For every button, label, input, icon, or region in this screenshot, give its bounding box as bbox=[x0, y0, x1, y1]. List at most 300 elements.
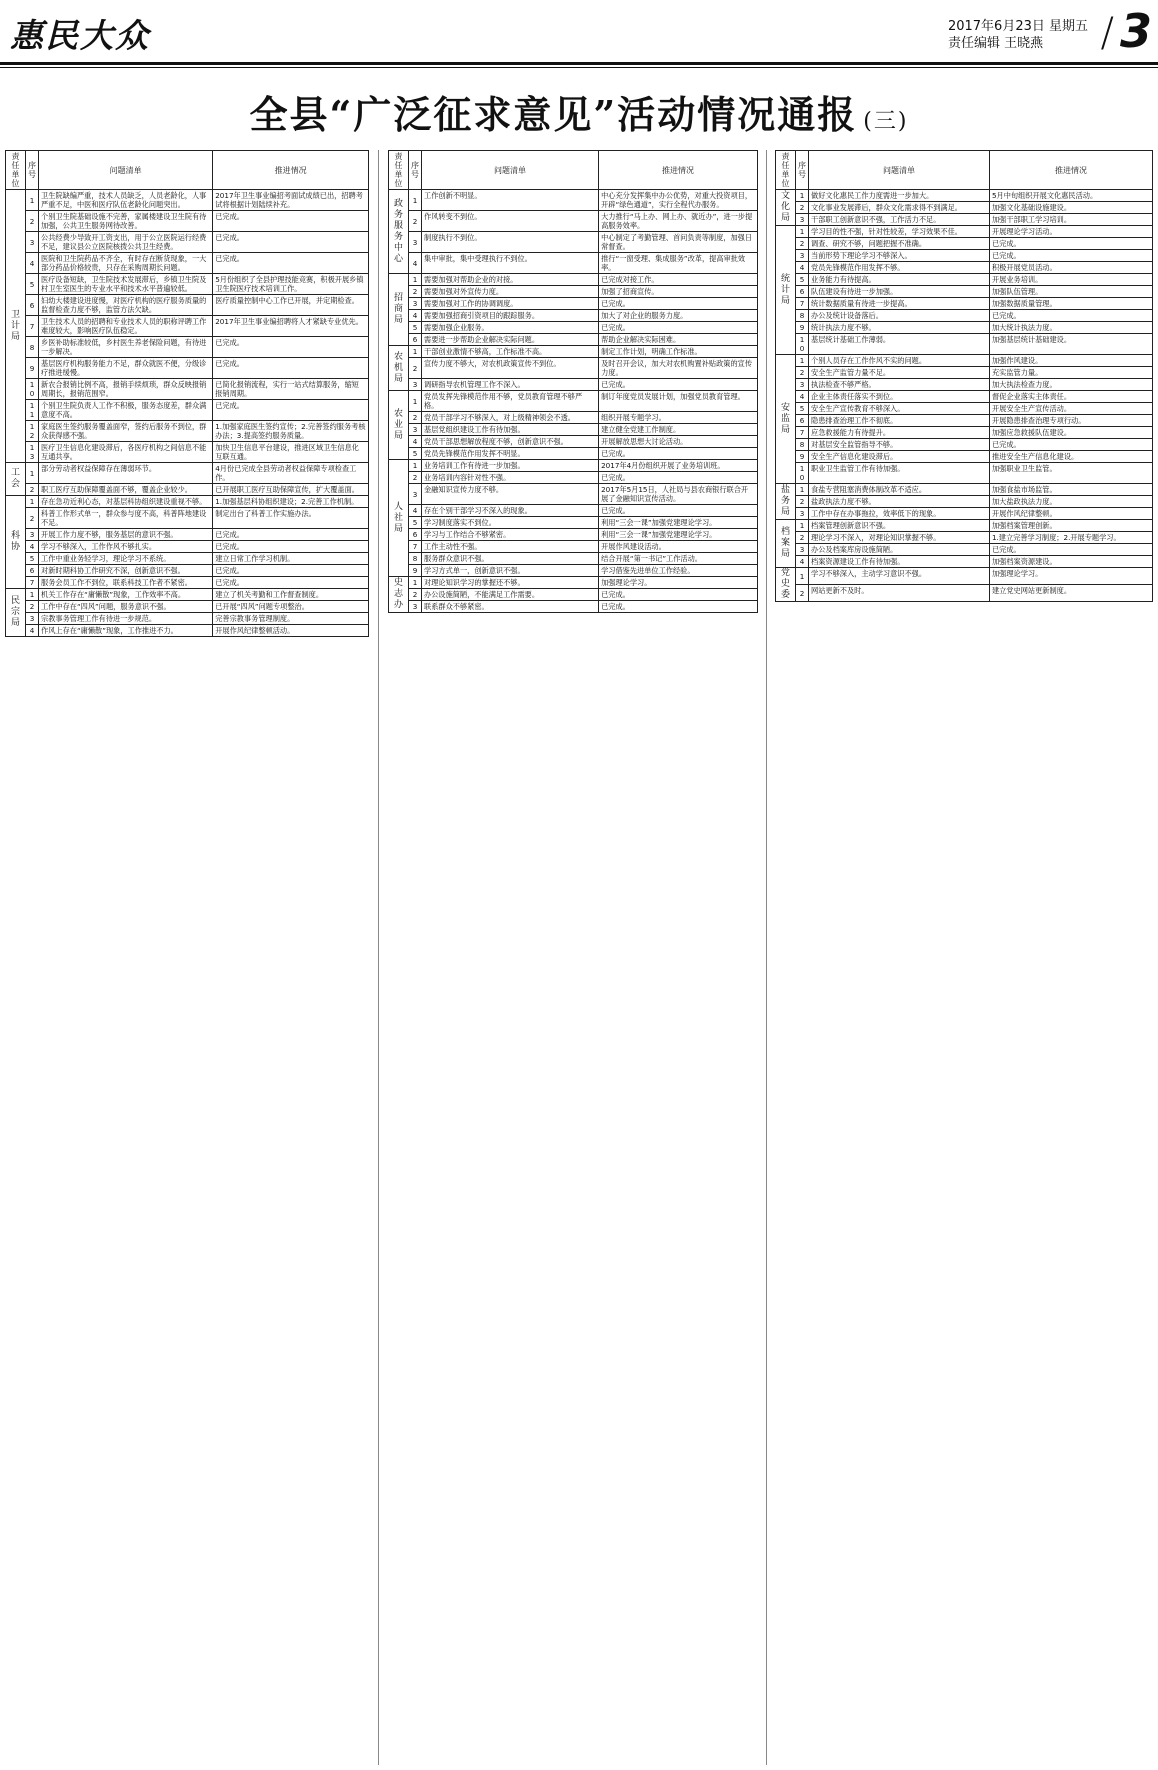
action-cell: 学习借鉴先进单位工作经验。 bbox=[599, 565, 758, 577]
row-number: 3 bbox=[409, 379, 422, 391]
issue-cell: 医疗设备短缺，卫生院技术发展滞后，乡镇卫生院及村卫生室医生的专业水平和技术水平普遍较低。 bbox=[39, 274, 213, 295]
row-number: 3 bbox=[796, 250, 809, 262]
action-cell: 加大执法检查力度。 bbox=[989, 379, 1152, 391]
action-cell: 加快卫生信息平台建设，推进区域卫生信息化互联互通。 bbox=[213, 442, 369, 463]
action-cell: 完善宗教事务管理制度。 bbox=[213, 613, 369, 625]
action-cell: 加强档案资源建设。 bbox=[989, 556, 1152, 568]
issue-cell: 卫生院缺编严重，技术人员缺乏，人员老龄化，人事严重不足，中医和医疗队伍老龄化问题突出。 bbox=[39, 190, 213, 211]
action-cell: 已完成。 bbox=[599, 505, 758, 517]
row-number: 2 bbox=[409, 412, 422, 424]
row-number: 4 bbox=[409, 505, 422, 517]
table-row bbox=[389, 190, 758, 211]
table-row bbox=[389, 253, 758, 274]
action-cell: 1.加强基层科协组织建设；2.完善工作机制。 bbox=[213, 496, 369, 508]
row-number: 2 bbox=[796, 496, 809, 508]
row-number: 3 bbox=[796, 214, 809, 226]
table-row bbox=[389, 601, 758, 613]
row-number: 1 bbox=[26, 589, 39, 601]
row-number: 6 bbox=[796, 286, 809, 298]
action-cell: 已完成。 bbox=[599, 589, 758, 601]
row-number: 5 bbox=[796, 274, 809, 286]
header-dept: 责任单位 bbox=[389, 151, 409, 190]
issue-cell: 部分劳动者权益保障存在薄弱环节。 bbox=[39, 463, 213, 484]
issue-cell: 开展工作力度不够，服务基层的意识不强。 bbox=[39, 529, 213, 541]
row-number: 3 bbox=[409, 601, 422, 613]
dept-cell: 文化局 bbox=[776, 190, 796, 226]
table-row bbox=[776, 520, 1153, 532]
header-num: 序号 bbox=[409, 151, 422, 190]
table-row bbox=[389, 484, 758, 505]
row-number: 1 bbox=[409, 577, 422, 589]
row-number: 1 bbox=[26, 496, 39, 508]
editor-credit: 责任编辑 王晓燕 bbox=[947, 36, 1044, 51]
table-row bbox=[6, 400, 369, 421]
row-number: 1 bbox=[796, 226, 809, 238]
table-row bbox=[389, 589, 758, 601]
dateline bbox=[948, 18, 1088, 52]
table-row bbox=[776, 391, 1153, 403]
action-cell: 已完成。 bbox=[213, 565, 369, 577]
issue-cell: 宣传力度不够大，对农机政策宣传不到位。 bbox=[422, 358, 599, 379]
row-number: 2 bbox=[796, 238, 809, 250]
action-cell: 2017年卫生事业编招考面试成绩已出，招聘考试将根据计划陆续补充。 bbox=[213, 190, 369, 211]
issue-cell: 对新时期科协工作研究不深，创新意识不强。 bbox=[39, 565, 213, 577]
row-number: 6 bbox=[409, 334, 422, 346]
table-row bbox=[6, 529, 369, 541]
action-cell: 开展理论学习活动。 bbox=[989, 226, 1152, 238]
issue-cell: 基层党组织建设工作有待加强。 bbox=[422, 424, 599, 436]
action-cell: 已完成。 bbox=[599, 472, 758, 484]
table-row bbox=[6, 463, 369, 484]
action-cell: 加大了对企业的服务力度。 bbox=[599, 310, 758, 322]
table-row bbox=[776, 568, 1153, 585]
table-row bbox=[389, 460, 758, 472]
header-action: 推进情况 bbox=[599, 151, 758, 190]
issue-cell: 办公及统计设备落后。 bbox=[809, 310, 990, 322]
issue-cell: 学习目的性不强，针对性较差，学习效果不佳。 bbox=[809, 226, 990, 238]
table-row bbox=[389, 505, 758, 517]
action-cell: 已简化报销流程，实行一站式结算服务，缩短报销周期。 bbox=[213, 379, 369, 400]
masthead-rule-thick bbox=[0, 62, 1158, 65]
action-cell: 加大统计执法力度。 bbox=[989, 322, 1152, 334]
row-number: 2 bbox=[409, 286, 422, 298]
issue-cell: 办公及档案库房设施简陋。 bbox=[809, 544, 990, 556]
row-number: 4 bbox=[409, 436, 422, 448]
action-cell: 开展隐患排查治理专项行动。 bbox=[989, 415, 1152, 427]
row-number: 1 bbox=[409, 460, 422, 472]
row-number: 3 bbox=[409, 424, 422, 436]
row-number: 8 bbox=[26, 337, 39, 358]
issue-cell: 个别卫生院基础设施不完善，家属楼建设卫生院有待加强，公共卫生服务网待改善。 bbox=[39, 211, 213, 232]
issue-cell: 联系群众不够紧密。 bbox=[422, 601, 599, 613]
dept-cell: 安监局 bbox=[776, 355, 796, 484]
action-cell: 已完成。 bbox=[989, 250, 1152, 262]
column-divider bbox=[378, 150, 379, 1765]
row-number: 10 bbox=[26, 379, 39, 400]
table-row bbox=[776, 214, 1153, 226]
table-row bbox=[6, 295, 369, 316]
row-number: 11 bbox=[26, 400, 39, 421]
issue-cell: 隐患排查治理工作不彻底。 bbox=[809, 415, 990, 427]
table-row bbox=[389, 346, 758, 358]
row-number: 6 bbox=[796, 415, 809, 427]
action-cell: 充实监管力量。 bbox=[989, 367, 1152, 379]
issue-cell: 职业卫生监管工作有待加强。 bbox=[809, 463, 990, 484]
action-cell: 结合开展“第一书记”工作活动。 bbox=[599, 553, 758, 565]
issue-cell: 需要加强对工作的协调调度。 bbox=[422, 298, 599, 310]
dept-cell: 史志办 bbox=[389, 577, 409, 613]
dept-cell: 农机局 bbox=[389, 346, 409, 391]
issue-cell: 理论学习不深入，对理论知识掌握不够。 bbox=[809, 532, 990, 544]
row-number: 4 bbox=[796, 391, 809, 403]
header-dept: 责任单位 bbox=[776, 151, 796, 190]
row-number: 5 bbox=[409, 448, 422, 460]
row-number: 4 bbox=[796, 556, 809, 568]
issue-cell: 业务能力有待提高。 bbox=[809, 274, 990, 286]
row-number: 7 bbox=[26, 316, 39, 337]
row-number: 8 bbox=[409, 553, 422, 565]
row-number: 2 bbox=[409, 358, 422, 379]
table-row bbox=[776, 250, 1153, 262]
issue-cell: 工作中存在办事拖拉，效率低下的现象。 bbox=[809, 508, 990, 520]
issue-cell: 妇幼大楼建设进度慢，对医疗机构的医疗服务质量的监督检查力度不够，监管方法欠缺。 bbox=[39, 295, 213, 316]
issue-cell: 企业主体责任落实不到位。 bbox=[809, 391, 990, 403]
header-action: 推进情况 bbox=[989, 151, 1152, 190]
issue-cell: 干部创业激情不够高，工作标准不高。 bbox=[422, 346, 599, 358]
row-number: 13 bbox=[26, 442, 39, 463]
issue-cell: 制度执行不到位。 bbox=[422, 232, 599, 253]
action-cell: 1.加强家庭医生签约宣传；2.完善签约服务考核办法；3.提高签约服务质量。 bbox=[213, 421, 369, 442]
action-cell: 制定工作计划，明确工作标准。 bbox=[599, 346, 758, 358]
table-header-row bbox=[6, 151, 369, 190]
row-number: 1 bbox=[409, 274, 422, 286]
dept-cell: 民宗局 bbox=[6, 589, 26, 637]
issue-cell: 学习不够深入，主动学习意识不强。 bbox=[809, 568, 990, 585]
row-number: 6 bbox=[409, 529, 422, 541]
action-cell: 制定出台了科普工作实施办法。 bbox=[213, 508, 369, 529]
table-row bbox=[776, 544, 1153, 556]
table-row bbox=[389, 553, 758, 565]
row-number: 3 bbox=[796, 544, 809, 556]
column-divider bbox=[766, 150, 767, 1765]
table-row bbox=[6, 421, 369, 442]
action-cell: 建立日常工作学习机制。 bbox=[213, 553, 369, 565]
header-num: 序号 bbox=[26, 151, 39, 190]
row-number: 9 bbox=[26, 358, 39, 379]
action-cell: 已完成。 bbox=[599, 379, 758, 391]
row-number: 5 bbox=[409, 517, 422, 529]
table-row bbox=[776, 508, 1153, 520]
issue-cell: 办公设施简陋，不能满足工作需要。 bbox=[422, 589, 599, 601]
action-cell: 加强了招商宣传。 bbox=[599, 286, 758, 298]
table-row bbox=[776, 496, 1153, 508]
header-action: 推进情况 bbox=[213, 151, 369, 190]
row-number: 1 bbox=[796, 355, 809, 367]
table-row bbox=[776, 262, 1153, 274]
issue-cell: 基层统计基础工作薄弱。 bbox=[809, 334, 990, 355]
issue-cell: 集中审批，集中受理执行不到位。 bbox=[422, 253, 599, 274]
action-cell: 2017年4月份组织开展了业务培训班。 bbox=[599, 460, 758, 472]
row-number: 4 bbox=[796, 262, 809, 274]
issue-cell: 干部职工创新意识不强，工作活力不足。 bbox=[809, 214, 990, 226]
table-row bbox=[776, 451, 1153, 463]
row-number: 4 bbox=[26, 541, 39, 553]
action-cell: 加强干部职工学习培训。 bbox=[989, 214, 1152, 226]
row-number: 1 bbox=[796, 568, 809, 585]
dept-cell: 工会 bbox=[6, 463, 26, 496]
action-cell: 开展安全生产宣传活动。 bbox=[989, 403, 1152, 415]
action-cell: 加强档案管理创新。 bbox=[989, 520, 1152, 532]
table-row bbox=[6, 613, 369, 625]
masthead-rule-thin bbox=[0, 67, 1158, 68]
row-number: 6 bbox=[26, 295, 39, 316]
table-row bbox=[389, 334, 758, 346]
row-number: 1 bbox=[796, 190, 809, 202]
issue-cell: 工作主动性不强。 bbox=[422, 541, 599, 553]
issue-cell: 党员先锋模范作用发挥不明显。 bbox=[422, 448, 599, 460]
row-number: 2 bbox=[409, 211, 422, 232]
row-number: 8 bbox=[796, 310, 809, 322]
table-row bbox=[6, 496, 369, 508]
dept-cell: 农业局 bbox=[389, 391, 409, 460]
table-row bbox=[6, 601, 369, 613]
table-row bbox=[389, 274, 758, 286]
action-cell: 加大盐政执法力度。 bbox=[989, 496, 1152, 508]
action-cell: 开展作风建设活动。 bbox=[599, 541, 758, 553]
table-row bbox=[6, 541, 369, 553]
action-cell: 建立了机关考勤和工作督查制度。 bbox=[213, 589, 369, 601]
issue-cell: 需要加强对帮助企业的对接。 bbox=[422, 274, 599, 286]
row-number: 2 bbox=[26, 508, 39, 529]
issue-cell: 档案管理创新意识不强。 bbox=[809, 520, 990, 532]
issue-cell: 食盐专营阻塞消费体制改革不适应。 bbox=[809, 484, 990, 496]
issue-cell: 工作中重业务轻学习，理论学习不系统。 bbox=[39, 553, 213, 565]
row-number: 4 bbox=[26, 253, 39, 274]
action-cell: 已完成。 bbox=[213, 211, 369, 232]
table-row bbox=[776, 322, 1153, 334]
issue-cell: 应急救援能力有待提升。 bbox=[809, 427, 990, 439]
action-cell: 加强基层统计基础建设。 bbox=[989, 334, 1152, 355]
table-row bbox=[389, 298, 758, 310]
action-cell: 已开展“四风”问题专项整治。 bbox=[213, 601, 369, 613]
row-number: 4 bbox=[409, 253, 422, 274]
table-row bbox=[6, 379, 369, 400]
action-cell: 建立党史网站更新制度。 bbox=[989, 585, 1152, 602]
action-cell: 已完成。 bbox=[989, 238, 1152, 250]
table-column-2 bbox=[388, 150, 758, 1765]
row-number: 3 bbox=[409, 484, 422, 505]
dept-cell: 科协 bbox=[6, 496, 26, 589]
issue-cell: 需要进一步帮助企业解决实际问题。 bbox=[422, 334, 599, 346]
table-row bbox=[389, 424, 758, 436]
table-row bbox=[776, 190, 1153, 202]
action-cell: 加强理论学习。 bbox=[989, 568, 1152, 585]
issue-cell: 网站更新不及时。 bbox=[809, 585, 990, 602]
action-cell: 已开展职工医疗互助保障宣传，扩大覆盖面。 bbox=[213, 484, 369, 496]
issue-cell: 队伍建设有待进一步加强。 bbox=[809, 286, 990, 298]
row-number: 7 bbox=[796, 298, 809, 310]
table-row bbox=[6, 553, 369, 565]
issue-cell: 服务会员工作不到位，联系科技工作者不紧密。 bbox=[39, 577, 213, 589]
row-number: 3 bbox=[26, 232, 39, 253]
issue-cell: 党员先锋模范作用发挥不够。 bbox=[809, 262, 990, 274]
row-number: 2 bbox=[796, 585, 809, 602]
table-row bbox=[389, 322, 758, 334]
row-number: 2 bbox=[26, 601, 39, 613]
table-row bbox=[776, 532, 1153, 544]
row-number: 2 bbox=[26, 484, 39, 496]
table-row bbox=[776, 274, 1153, 286]
issue-cell: 基层医疗机构服务能力不足，群众就医不便，分级诊疗推进缓慢。 bbox=[39, 358, 213, 379]
table-row bbox=[776, 439, 1153, 451]
row-number: 9 bbox=[796, 451, 809, 463]
table-row bbox=[776, 379, 1153, 391]
row-number: 6 bbox=[26, 565, 39, 577]
action-cell: 5月中旬组织开展文化惠民活动。 bbox=[989, 190, 1152, 202]
table-row bbox=[389, 310, 758, 322]
table-column-3 bbox=[775, 150, 1153, 1765]
issue-cell: 安全生产宣传教育不够深入。 bbox=[809, 403, 990, 415]
action-cell: 2017年5月15日，人社局与县农商银行联合开展了金融知识宣传活动。 bbox=[599, 484, 758, 505]
table-row bbox=[6, 508, 369, 529]
issue-cell: 家庭医生签约服务覆盖面窄，签约后服务不到位，群众获得感不强。 bbox=[39, 421, 213, 442]
issue-cell: 执法检查不够严格。 bbox=[809, 379, 990, 391]
row-number: 1 bbox=[796, 484, 809, 496]
action-cell: 已完成。 bbox=[989, 544, 1152, 556]
action-cell: 推进安全生产信息化建设。 bbox=[989, 451, 1152, 463]
action-cell: 推行“一窗受理、集成服务”改革，提高审批效率。 bbox=[599, 253, 758, 274]
action-cell: 利用“三会一课”加强党建理论学习。 bbox=[599, 517, 758, 529]
table-row bbox=[389, 358, 758, 379]
row-number: 5 bbox=[26, 553, 39, 565]
row-number: 9 bbox=[796, 322, 809, 334]
table-row bbox=[389, 232, 758, 253]
issue-cell: 调查、研究不够，问题把握不准确。 bbox=[809, 238, 990, 250]
table-row bbox=[776, 427, 1153, 439]
action-cell: 已完成。 bbox=[213, 529, 369, 541]
issue-cell: 作风转变不到位。 bbox=[422, 211, 599, 232]
action-cell: 建立健全党建工作制度。 bbox=[599, 424, 758, 436]
issue-cell: 医疗卫生信息化建设滞后，各医疗机构之间信息不能互通共享。 bbox=[39, 442, 213, 463]
dept-cell: 档案局 bbox=[776, 520, 796, 568]
header-issue: 问题清单 bbox=[39, 151, 213, 190]
issue-cell: 统计执法力度不够。 bbox=[809, 322, 990, 334]
table-row bbox=[6, 253, 369, 274]
table-row bbox=[6, 625, 369, 637]
action-cell: 已完成。 bbox=[213, 337, 369, 358]
row-number: 2 bbox=[409, 589, 422, 601]
table-row bbox=[389, 448, 758, 460]
action-cell: 中心充分发挥集中办公优势，对重大投资项目，开辟“绿色通道”，实行全程代办服务。 bbox=[599, 190, 758, 211]
dept-cell: 招商局 bbox=[389, 274, 409, 346]
issue-cell: 新农合报销比例不高，报销手续烦琐，群众反映报销周期长，报销范围窄。 bbox=[39, 379, 213, 400]
action-cell: 已完成。 bbox=[599, 601, 758, 613]
issue-cell: 卫生技术人员的招聘和专业技术人员的职称评聘工作难度较大，影响医疗队伍稳定。 bbox=[39, 316, 213, 337]
table-row bbox=[776, 403, 1153, 415]
page-headline bbox=[0, 84, 1158, 139]
table-row bbox=[6, 565, 369, 577]
issue-cell: 服务群众意识不强。 bbox=[422, 553, 599, 565]
header-dept: 责任单位 bbox=[6, 151, 26, 190]
row-number: 3 bbox=[26, 529, 39, 541]
issue-cell: 安全生产监管力量不足。 bbox=[809, 367, 990, 379]
issue-cell: 金融知识宣传力度不够。 bbox=[422, 484, 599, 505]
action-cell: 已完成。 bbox=[599, 322, 758, 334]
row-number: 9 bbox=[409, 565, 422, 577]
row-number: 3 bbox=[796, 508, 809, 520]
action-cell: 制订年度党员发展计划，加强党员教育管理。 bbox=[599, 391, 758, 412]
row-number: 12 bbox=[26, 421, 39, 442]
action-cell: 加强数据质量管理。 bbox=[989, 298, 1152, 310]
table-row bbox=[389, 565, 758, 577]
row-number: 10 bbox=[796, 463, 809, 484]
action-cell: 4月份已完成全县劳动者权益保障专项检查工作。 bbox=[213, 463, 369, 484]
table-row bbox=[389, 529, 758, 541]
table-header-row bbox=[389, 151, 758, 190]
action-cell: 大力推行“马上办、网上办、就近办”，进一步提高服务效率。 bbox=[599, 211, 758, 232]
table-row bbox=[776, 585, 1153, 602]
table-row bbox=[6, 358, 369, 379]
action-cell: 及时召开会议，加大对农机购置补贴政策的宣传力度。 bbox=[599, 358, 758, 379]
action-cell: 中心制定了考勤管理、首问负责等制度，加强日常督查。 bbox=[599, 232, 758, 253]
issue-cell: 当前形势下理论学习不够深入。 bbox=[809, 250, 990, 262]
action-cell: 加强文化基础设施建设。 bbox=[989, 202, 1152, 214]
issue-cell: 存在个别干部学习不深入的现象。 bbox=[422, 505, 599, 517]
headline-part: (三) bbox=[863, 109, 909, 134]
row-number: 5 bbox=[26, 274, 39, 295]
row-number: 1 bbox=[26, 190, 39, 211]
action-cell: 加强食盐市场监管。 bbox=[989, 484, 1152, 496]
table-row bbox=[389, 436, 758, 448]
dept-cell: 统计局 bbox=[776, 226, 796, 355]
issue-cell: 需要加强招商引资项目的跟踪服务。 bbox=[422, 310, 599, 322]
action-cell: 已完成。 bbox=[213, 577, 369, 589]
action-cell: 已完成。 bbox=[213, 253, 369, 274]
table-row bbox=[776, 484, 1153, 496]
page-number: 3 bbox=[1119, 4, 1152, 58]
table-row bbox=[776, 367, 1153, 379]
action-cell: 积极开展党员活动。 bbox=[989, 262, 1152, 274]
issue-cell: 职工医疗互助保障覆盖面不够，覆盖企业较少。 bbox=[39, 484, 213, 496]
table-row bbox=[6, 190, 369, 211]
dept-cell: 人社局 bbox=[389, 460, 409, 577]
issue-cell: 学习不够深入，工作作风不够扎实。 bbox=[39, 541, 213, 553]
dept-cell: 政务服务中心 bbox=[389, 190, 409, 274]
row-number: 8 bbox=[796, 439, 809, 451]
issue-cell: 作风上存在“庸懒散”现象，工作推进不力。 bbox=[39, 625, 213, 637]
row-number: 1 bbox=[26, 463, 39, 484]
issue-cell: 学习制度落实不到位。 bbox=[422, 517, 599, 529]
table-row bbox=[776, 334, 1153, 355]
table-row bbox=[389, 412, 758, 424]
table-row bbox=[6, 337, 369, 358]
row-number: 1 bbox=[409, 346, 422, 358]
action-cell: 加强作风建设。 bbox=[989, 355, 1152, 367]
table-row bbox=[6, 577, 369, 589]
issue-cell: 文化事业发展滞后，群众文化需求得不到满足。 bbox=[809, 202, 990, 214]
row-number: 3 bbox=[26, 613, 39, 625]
page-slash: / bbox=[1100, 10, 1114, 56]
row-number: 2 bbox=[26, 211, 39, 232]
header-issue: 问题清单 bbox=[422, 151, 599, 190]
row-number: 2 bbox=[796, 532, 809, 544]
action-cell: 开展解放思想大讨论活动。 bbox=[599, 436, 758, 448]
table-row bbox=[389, 286, 758, 298]
dept-cell: 盐务局 bbox=[776, 484, 796, 520]
row-number: 2 bbox=[796, 202, 809, 214]
issue-cell: 工作创新不明显。 bbox=[422, 190, 599, 211]
table-row bbox=[6, 484, 369, 496]
